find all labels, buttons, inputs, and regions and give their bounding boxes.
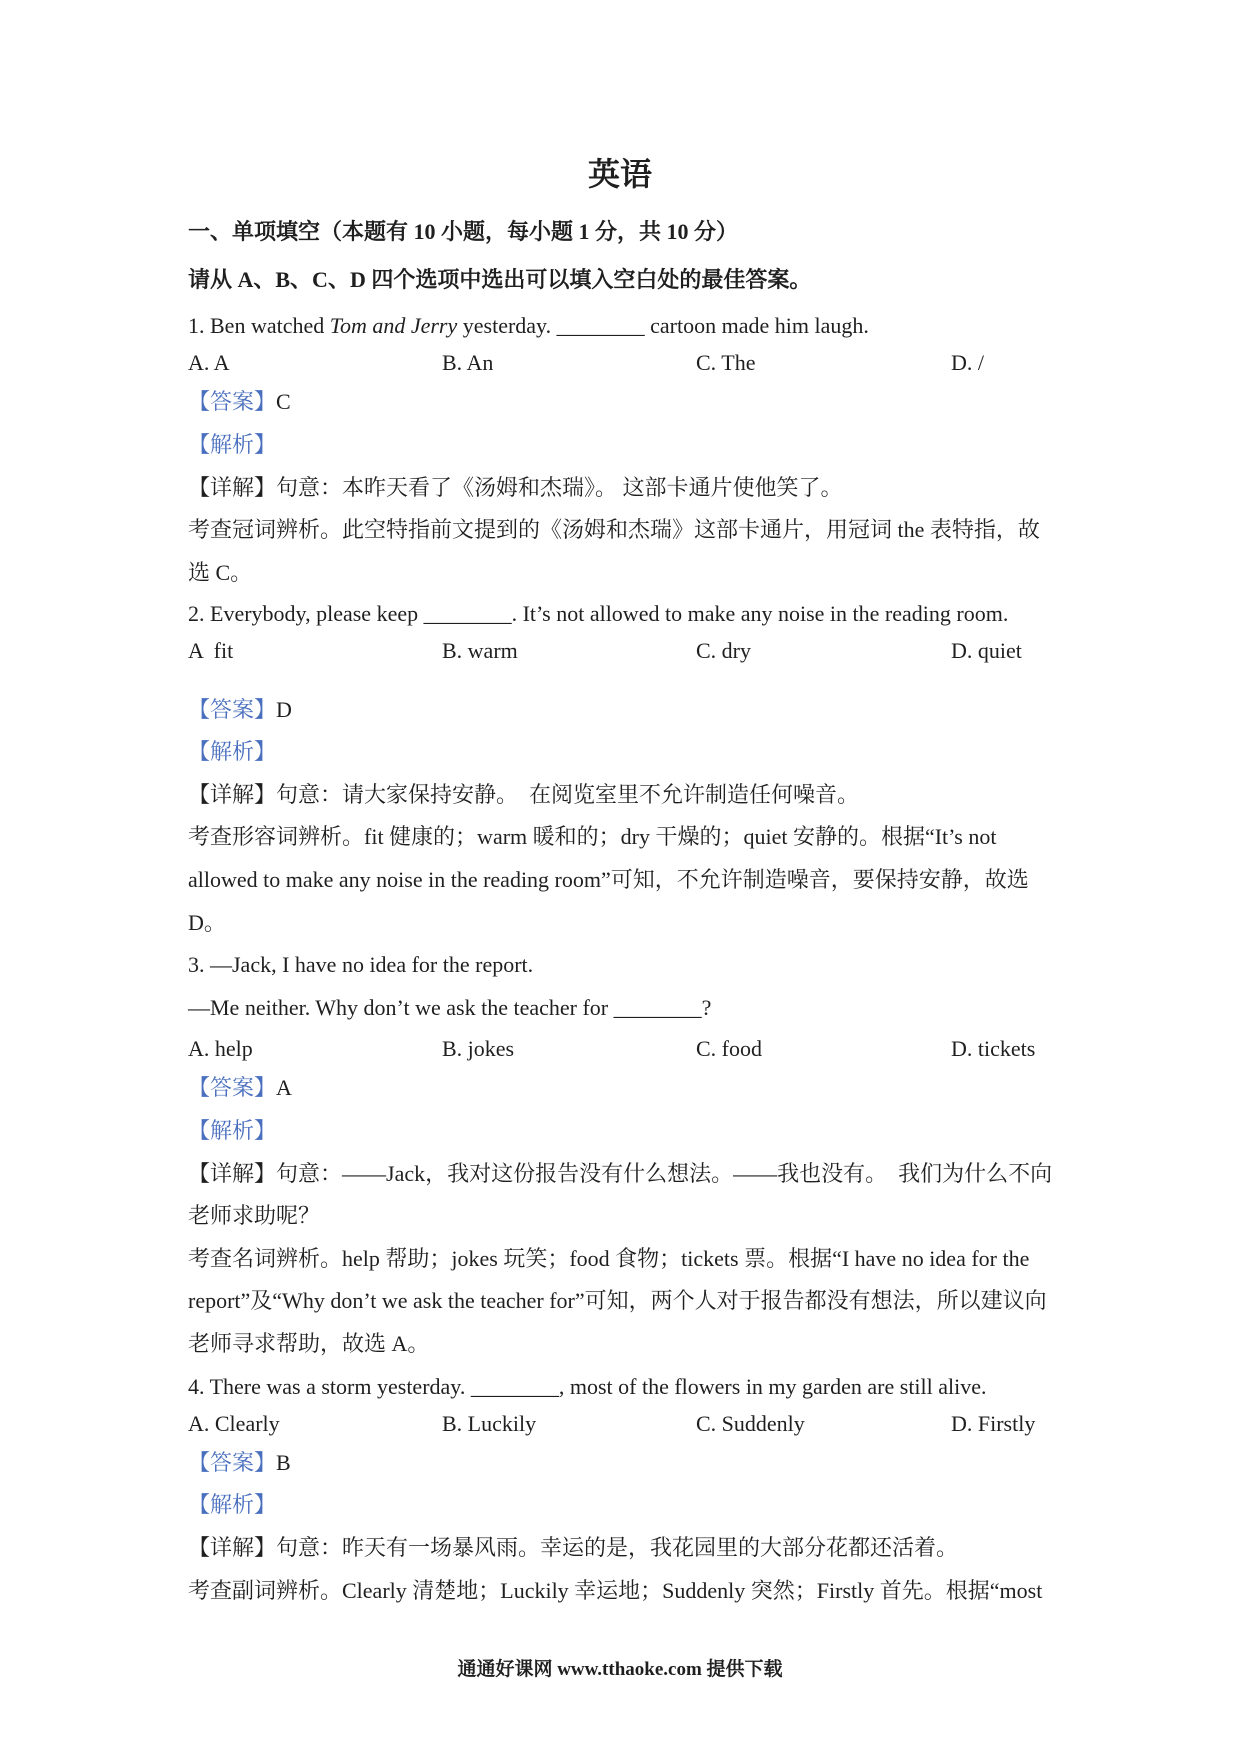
analysis-label: 【解析】 bbox=[188, 432, 277, 457]
detail-line bbox=[188, 780, 859, 810]
option-b: B. Luckily bbox=[442, 1411, 537, 1436]
option-a: A fit bbox=[188, 638, 234, 663]
explanation-line: report”及“Why don’t we ask the teacher for”可知，两个人对于报告都没有想法，所以建议向 bbox=[188, 1288, 1047, 1313]
option-a: A. Clearly bbox=[188, 1411, 280, 1436]
answer-value: A bbox=[276, 1075, 292, 1100]
explanation-line: 考查形容词辨析。fit 健康的；warm 暖和的；dry 干燥的；quiet 安静的。根据“It’s not bbox=[188, 824, 997, 849]
detail-line bbox=[188, 473, 843, 503]
option-c: C. Suddenly bbox=[696, 1411, 805, 1436]
detail-text: 句意：请大家保持安静。 在阅览室里不允许制造任何噪音。 bbox=[276, 782, 860, 807]
answer-value: C bbox=[276, 389, 291, 414]
analysis-label: 【解析】 bbox=[188, 739, 277, 764]
question-4-stem: 4. There was a storm yesterday. ________, most of the flowers in my garden are still alive. bbox=[188, 1374, 987, 1399]
option-c: C. The bbox=[696, 350, 756, 375]
explanation-line: 选 C。 bbox=[188, 560, 253, 585]
detail-label: 【详解】 bbox=[188, 1161, 277, 1186]
explanation-line: 考查名词辨析。help 帮助；jokes 玩笑；food 食物；tickets 票。根据“I have no idea for the bbox=[188, 1246, 1030, 1271]
detail-label: 【详解】 bbox=[188, 782, 277, 807]
analysis-label: 【解析】 bbox=[188, 1492, 277, 1517]
detail-text: 句意：昨天有一场暴风雨。幸运的是，我花园里的大部分花都还活着。 bbox=[276, 1535, 959, 1560]
explanation-line: D。 bbox=[188, 910, 226, 935]
answer-line bbox=[188, 1448, 291, 1478]
answer-line bbox=[188, 387, 291, 417]
footer-credit: 通通好课网 www.tthaoke.com 提供下载 bbox=[457, 1659, 783, 1680]
answer-label: 【答案】 bbox=[188, 1450, 277, 1475]
section-instruction: 请从 A、B、C、D 四个选项中选出可以填入空白处的最佳答案。 bbox=[188, 267, 812, 292]
detail-label: 【详解】 bbox=[188, 475, 277, 500]
option-b: B. jokes bbox=[442, 1036, 515, 1061]
option-b: B. An bbox=[442, 350, 494, 375]
answer-label: 【答案】 bbox=[188, 389, 277, 414]
question-1-options bbox=[188, 348, 1148, 378]
answer-line bbox=[188, 1073, 292, 1103]
question-stem-text: 1. Ben watched bbox=[188, 313, 330, 338]
option-c: C. food bbox=[696, 1036, 762, 1061]
answer-line bbox=[188, 695, 292, 725]
question-4-options bbox=[188, 1409, 1148, 1439]
option-a: A. A bbox=[188, 350, 230, 375]
detail-line bbox=[188, 1159, 1052, 1189]
question-3-options bbox=[188, 1034, 1148, 1064]
analysis-label: 【解析】 bbox=[188, 1118, 277, 1143]
option-d: D. tickets bbox=[951, 1036, 1036, 1061]
detail-line bbox=[188, 1533, 958, 1563]
work-title-italic: Tom and Jerry bbox=[329, 313, 458, 338]
question-2-options bbox=[188, 636, 1148, 666]
explanation-line: allowed to make any noise in the reading room”可知，不允许制造噪音，要保持安静，故选 bbox=[188, 867, 1029, 892]
option-d: D. Firstly bbox=[951, 1411, 1036, 1436]
question-3-stem: 3. —Jack, I have no idea for the report. bbox=[188, 952, 534, 977]
question-1-stem bbox=[188, 311, 869, 341]
detail-text: 句意：本昨天看了《汤姆和杰瑞》。 这部卡通片使他笑了。 bbox=[276, 475, 843, 500]
answer-label: 【答案】 bbox=[188, 697, 277, 722]
detail-line: 老师求助呢？ bbox=[188, 1203, 321, 1228]
option-b: B. warm bbox=[442, 638, 518, 663]
option-d: D. / bbox=[951, 350, 984, 375]
answer-value: B bbox=[276, 1450, 291, 1475]
explanation-line: 老师寻求帮助，故选 A。 bbox=[188, 1331, 430, 1356]
option-d: D. quiet bbox=[951, 638, 1022, 663]
explanation-line: 考查副词辨析。Clearly 清楚地；Luckily 幸运地；Suddenly 突然；Firstly 首先。根据“most bbox=[188, 1578, 1043, 1603]
detail-label: 【详解】 bbox=[188, 1535, 277, 1560]
document-title: 英语 bbox=[587, 156, 652, 192]
question-2-stem: 2. Everybody, please keep ________. It’s not allowed to make any noise in the reading room. bbox=[188, 601, 1009, 626]
section-heading: 一、单项填空（本题有 10 小题，每小题 1 分，共 10 分） bbox=[188, 219, 739, 244]
explanation-line: 考查冠词辨析。此空特指前文提到的《汤姆和杰瑞》这部卡通片，用冠词 the 表特指，故 bbox=[188, 517, 1040, 542]
answer-label: 【答案】 bbox=[188, 1075, 277, 1100]
answer-value: D bbox=[276, 697, 292, 722]
detail-text: 句意：——Jack，我对这份报告没有什么想法。——我也没有。 我们为什么不向 bbox=[276, 1161, 1053, 1186]
question-stem-text: yesterday. ________ cartoon made him laugh. bbox=[457, 313, 869, 338]
option-a: A. help bbox=[188, 1036, 253, 1061]
option-c: C. dry bbox=[696, 638, 751, 663]
question-3-stem-reply: —Me neither. Why don’t we ask the teacher for ________? bbox=[188, 995, 712, 1020]
